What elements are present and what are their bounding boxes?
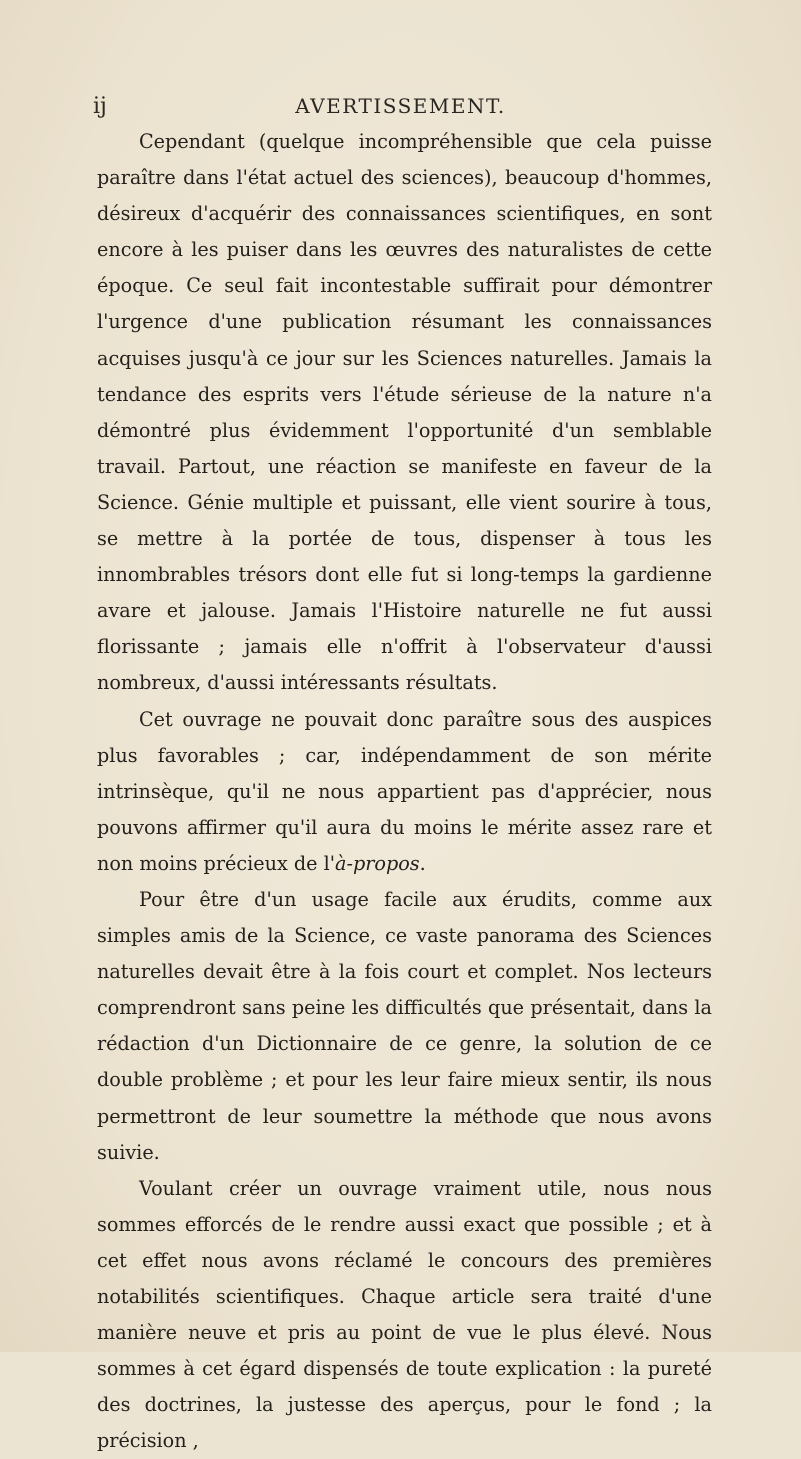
paragraph-2-end: . (419, 851, 426, 875)
paragraph-1: Cependant (quelque incompréhensible que cela puisse paraître dans l'état actuel des sciences), beaucoup d'hommes, désireux d'acquérir des connaissances scientifiques, en sont encore à les puiser dans les œuvres des naturalistes de cette époque. Ce seul fait incontestable suffirait pour démontrer l'urgence d'une publication résumant les connaissances acquises jusqu'à ce jour sur les Sciences naturelles. Jamais la tendance des esprits vers l'étude sérieuse de la nature n'a démontré plus évidemment l'opportunité d'un semblable travail. Partout, une réaction se manifeste en faveur de la Science. Génie multiple et puissant, elle vient sourire à tous, se mettre à la portée de tous, dispenser à tous les innombrables trésors dont elle fut si long-temps la gardienne avare et jalouse. Jamais l'Histoire naturelle ne fut aussi florissante ; jamais elle n'offrit à l'observateur d'aussi nombreux, d'aussi intéressants résultats. (97, 130, 712, 695)
paragraph-3: Pour être d'un usage facile aux érudits, comme aux simples amis de la Science, ce vaste panorama des Sciences naturelles devait être à la fois court et complet. Nos lecteurs comprendront sans peine les difficultés que présentait, dans la rédaction d'un Dictionnaire de ce genre, la solution de ce double problème ; et pour les leur faire mieux sentir, ils nous permettront de leur soumettre la méthode que nous avons suivie. (97, 887, 712, 1164)
paragraph-4: Voulant créer un ouvrage vraiment utile, nous nous sommes efforcés de le rendre aussi exact que possible ; et à cet effet nous avons réclamé le concours des premières notabilités scientifiques. Chaque article sera traité d'une manière neuve et pris au point de vue le plus élevé. Nous sommes à cet égard dispensés de toute explication : la pureté des doctrines, la justesse des aperçus, pour le fond ; la précision , (97, 1176, 712, 1453)
page-header (0, 92, 801, 126)
running-head: AVERTISSEMENT. (295, 94, 506, 118)
paragraph-2-italic-term: à-propos (335, 851, 420, 875)
body-text (97, 124, 712, 1459)
paragraph-2-text: Cet ouvrage ne pouvait donc paraître sous des auspices plus favorables ; car, indépendamment de son mérite intrinsèque, qu'il ne nous appartient pas d'apprécier, nous pouvons affirmer qu'il aura du moins le mérite assez rare et non moins précieux de l' (97, 707, 712, 875)
page-number: ij (93, 94, 107, 119)
paragraph-2 (97, 702, 712, 882)
